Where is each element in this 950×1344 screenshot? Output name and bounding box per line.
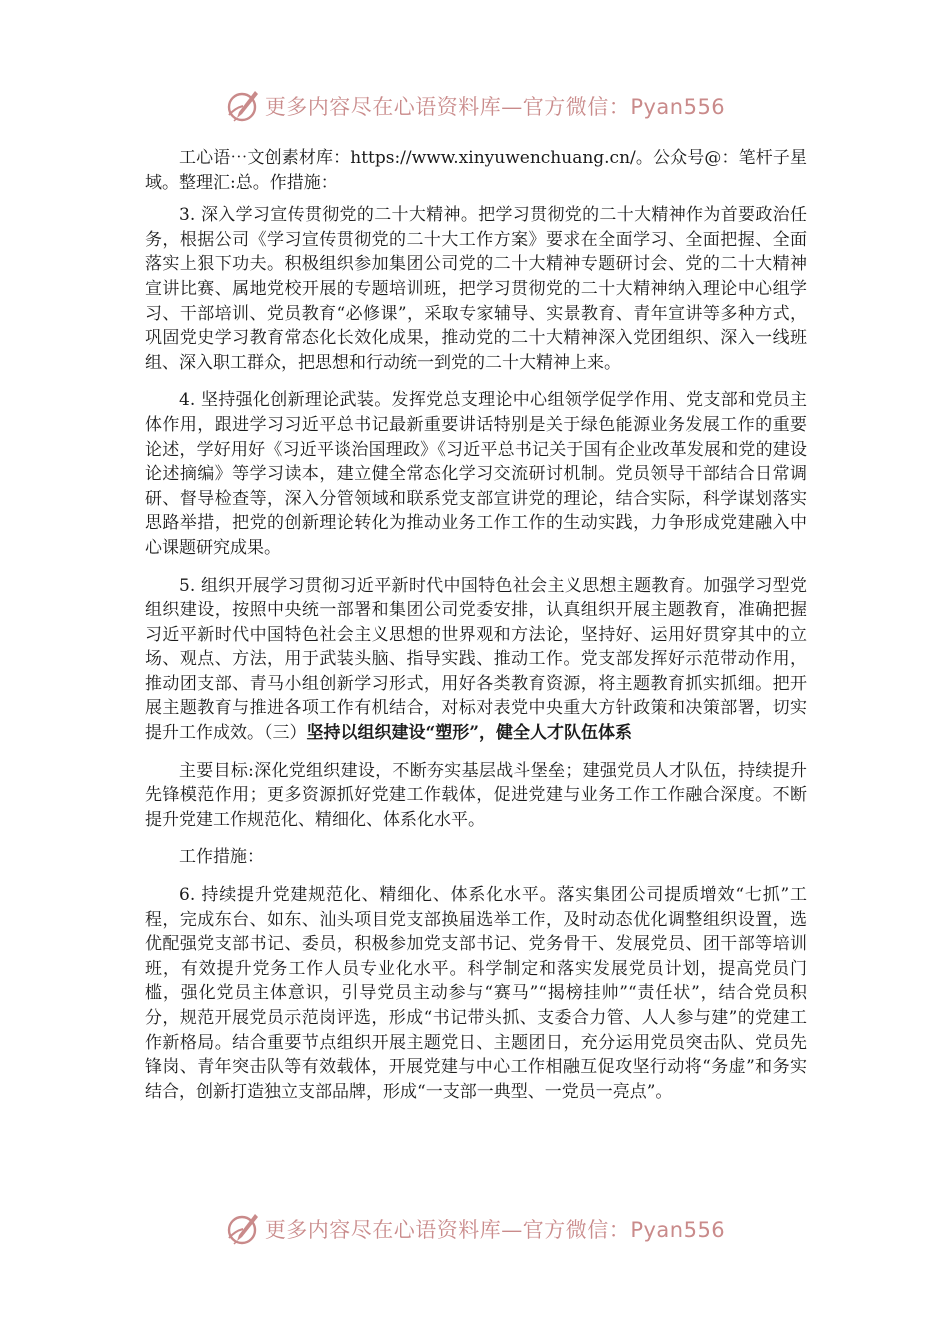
paragraph-item-3: 3. 深入学习宣传贯彻党的二十大精神。把学习贯彻党的二十大精神作为首要政治任务，根据公司《学习宣传贯彻党的二十大工作方案》要求在全面学习、全面把握、全面落实上狠下功夫。积极组织参加集团公司党的二十大精神专题研讨会、党的二十大精神宣讲比赛、属地党校开展的专题培训班，把学习贯彻党的二十大精神纳入理论中心组学习、干部培训、党员教育“必修课”，采取专家辅导、实景教育、青年宣讲等多种方式，巩固党史学习教育常态化长效化成果，推动党的二十大精神深入党团组织、深入一线班组、深入职工群众，把思想和行动统一到党的二十大精神上来。 [145,205,807,373]
header-wechat-id: Pyan556 [630,95,726,119]
header-banner [0,86,950,126]
paragraph-item-5-text: 5. 组织开展学习贯彻习近平新时代中国特色社会主义思想主题教育。加强学习型党组织建设，按照中央统一部署和集团公司党委安排，认真组织开展主题教育，准确把握习近平新时代中国特色社会主义思想的世界观和方法论，坚持好、运用好贯穿其中的立场、观点、方法，用于武装头脑、指导实践、推动工作。党支部发挥好示范带动作用，推动团支部、青马小组创新学习形式，用好各类教育资源，将主题教育抓实抓细。把开展主题教育与推进各项工作有机结合，对标对表党中央重大方针政策和决策部署，切实提升工作成效。（三） [145,575,807,744]
goal-paragraph: 主要目标:深化党组织建设，不断夯实基层战斗堡垒；建强党员人才队伍，持续提升先锋模范作用；更多资源抓好党建工作载体，促进党建与业务工作工作融合深度。不断提升党建工作规范化、精细化、体系化水平。 [145,760,807,830]
section-3-heading: 坚持以组织建设“塑形”，健全人才队伍体系 [306,723,633,744]
paragraph-item-5 [145,574,807,746]
footer-wechat-id: Pyan556 [630,1218,726,1242]
header-banner-text: 更多内容尽在心语资料库—官方微信： [264,95,631,119]
document-body [145,146,807,1117]
paragraph-item-6: 6. 持续提升党建规范化、精细化、体系化水平。落实集团公司提质增效“七抓”工程，完成东台、如东、汕头项目党支部换届选举工作，及时动态优化调整组织设置，选优配强党支部书记、委员，积极参加党支部书记、党务骨干、发展党员、团干部等培训班，有效提升党务工作人员专业化水平。科学制定和落实发展党员计划，提高党员门槛，强化党员主体意识，引导党员主动参与“赛马”“揭榜挂帅”“责任状”，结合党员积分，规范开展党员示范岗评选，形成“书记带头抓、支委合力管、人人参与建”的党建工作新格局。结合重要节点组织开展主题党日、主题团日，充分运用党员突击队、党员先锋岗、青年突击队等有效载体，开展党建与中心工作相融互促攻坚行动将“务虚”和务实结合，创新打造独立支部品牌，形成“一支部一典型、一党员一亮点”。 [145,885,807,1102]
measures-label: 工作措施： [179,847,264,868]
intro-paragraph: 工心语⋯文创素材库：https://www.xinyuwenchuang.cn/。公众号@：笔杆子星域。整理汇:总。作措施： [145,148,807,193]
footer-banner-text: 更多内容尽在心语资料库—官方微信： [264,1218,631,1242]
quill-pen-logo-icon [225,88,261,124]
quill-pen-logo-icon [225,1211,261,1247]
paragraph-item-4: 4. 坚持强化创新理论武装。发挥党总支理论中心组领学促学作用、党支部和党员主体作用，跟进学习习近平总书记最新重要讲话特别是关于绿色能源业务发展工作的重要论述，学好用好《习近平谈治国理政》《习近平总书记关于国有企业改革发展和党的建设论述摘编》等学习读本，建立健全常态化学习交流研讨机制。党员领导干部结合日常调研、督导检查等，深入分管领域和联系党支部宣讲党的理论，结合实际，科学谋划落实思路举措，把党的创新理论转化为推动业务工作工作的生动实践，力争形成党建融入中心课题研究成果。 [145,390,807,558]
footer-banner [0,1209,950,1249]
